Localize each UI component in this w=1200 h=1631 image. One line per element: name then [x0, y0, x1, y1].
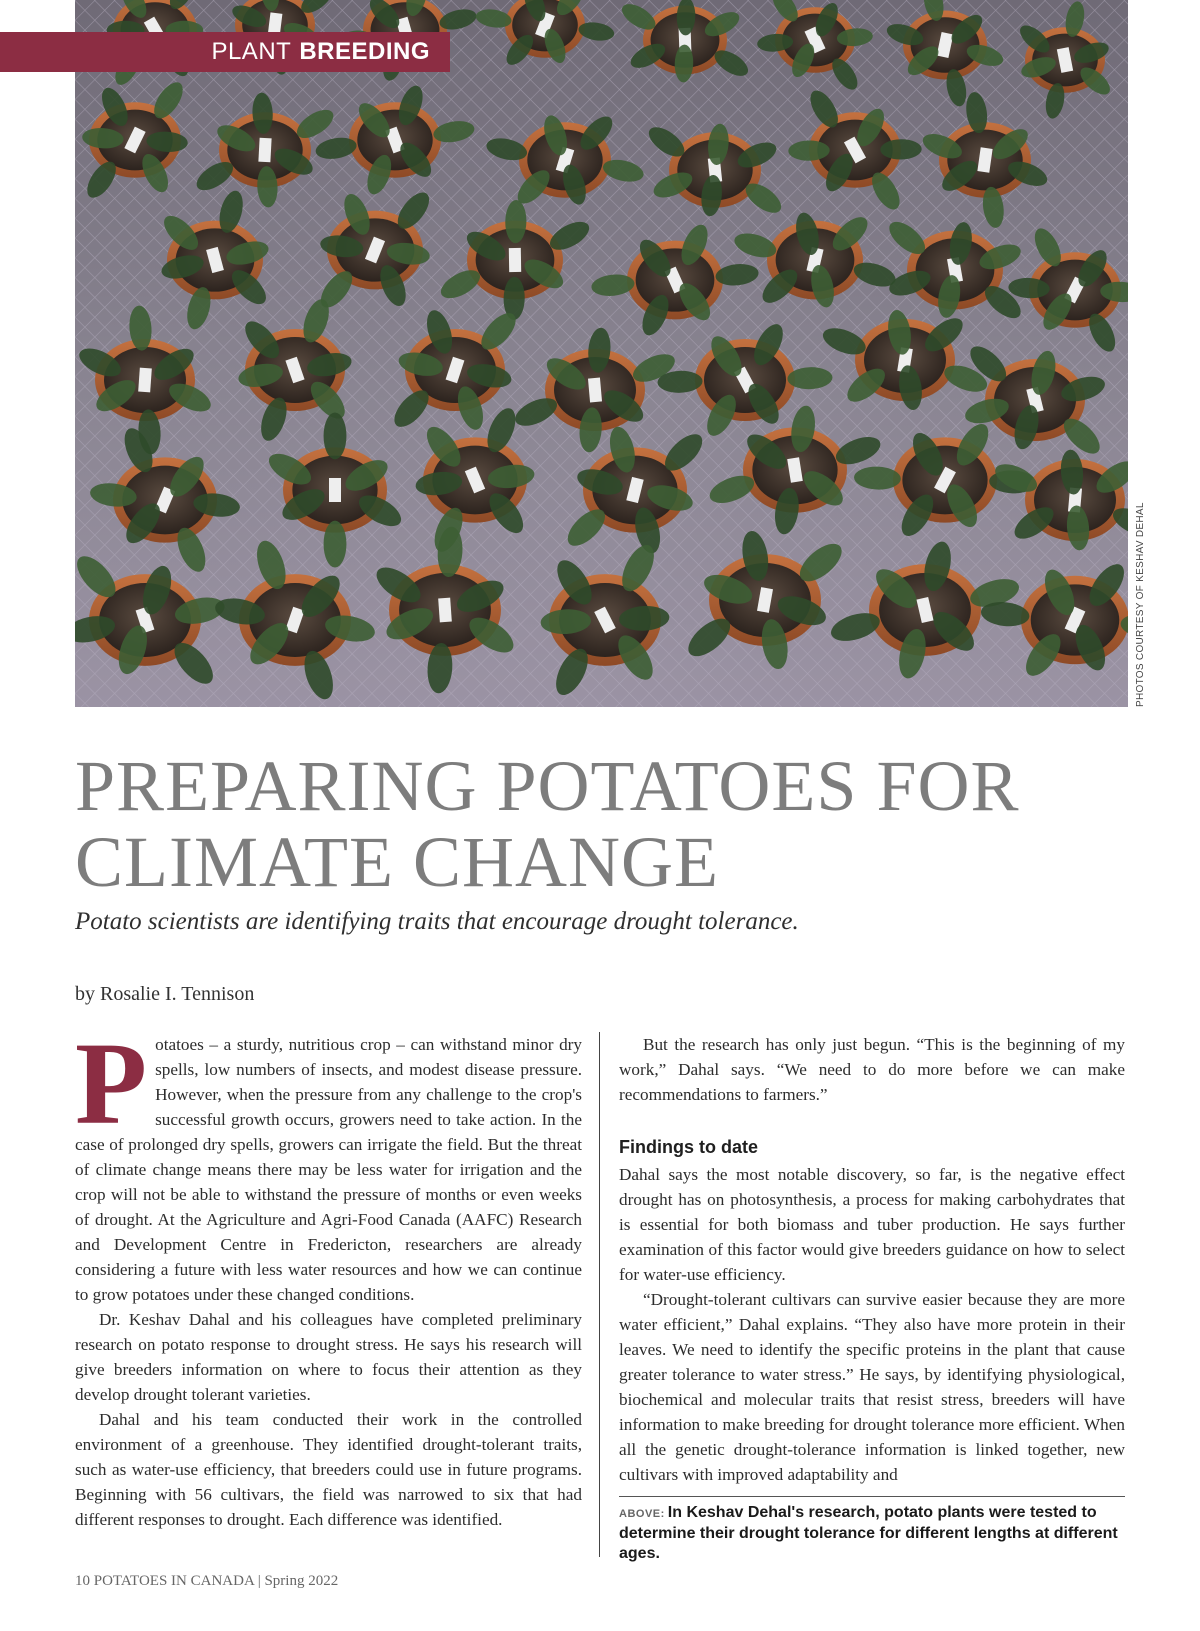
title-line-1: PREPARING POTATOES FOR: [75, 746, 1020, 826]
subheading: Findings to date: [619, 1137, 758, 1157]
caption-text: In Keshav Dehal's research, potato plants were tested to determine their drought tolerance for different lengths at different ages.: [619, 1504, 1118, 1562]
title-line-2: CLIMATE CHANGE: [75, 822, 719, 902]
body-paragraph: [75, 1018, 582, 1307]
right-column: [619, 1032, 1125, 1487]
article-title: [75, 748, 1135, 900]
section-tag: [0, 32, 450, 72]
column-divider: [599, 1032, 600, 1557]
page-footer: 10 POTATOES IN CANADA | Spring 2022: [75, 1573, 339, 1589]
section-tag-light: PLANT: [211, 38, 292, 65]
left-column: [75, 1018, 582, 1532]
plant-leaf: [324, 521, 347, 568]
greenhouse-photo: [75, 0, 1128, 707]
photo-caption: [619, 1503, 1125, 1564]
photo-credit: PHOTOS COURTESY OF KESHAV DEHAL: [1135, 502, 1146, 707]
article-dek: Potato scientists are identifying traits that encourage drought tolerance.: [75, 908, 799, 935]
section-tag-bold: BREEDING: [299, 38, 430, 65]
byline: by Rosalie I. Tennison: [75, 983, 255, 1005]
body-paragraph: Dr. Keshav Dahal and his colleagues have completed preliminary research on potato response to drought stress. He says his research will give breeders information on where to focus their attention as they develop drought tolerant varieties.: [75, 1310, 582, 1404]
plant-label: [588, 378, 602, 403]
plant-label: [258, 138, 271, 163]
plant-label: [329, 478, 341, 502]
caption-rule: [619, 1496, 1125, 1497]
caption-lead: ABOVE:: [619, 1508, 665, 1520]
plant-label: [438, 598, 452, 623]
body-paragraph: Dahal says the most notable discovery, so far, is the negative effect drought has on photosynthesis, a process for making carbohydrates that is essential for both biomass and tuber production. He says further examination of this factor would give breeders guidance on how to select for water-use efficiency.: [619, 1165, 1125, 1284]
drop-cap: P: [75, 1018, 148, 1149]
body-paragraph: But the research has only just begun. “This is the beginning of my work,” Dahal says. “We need to do more before we can make recommendations to farmers.”: [619, 1035, 1125, 1104]
plant-label: [138, 368, 152, 393]
body-paragraph: “Drought-tolerant cultivars can survive easier because they are more water efficient,” Dahal explains. “They also have more protein in their leaves. We need to identify the specific proteins in the plant that cause greater tolerance to water stress.” He says, by identifying physiological, biochemical and molecular traits that resist stress, breeders will have information to make breeding for drought tolerance more efficient. When all the genetic drought-tolerance information is linked together, new cultivars with improved adaptability and: [619, 1290, 1125, 1484]
plant-leaf: [324, 413, 347, 460]
paragraph-text: otatoes – a sturdy, nutritious crop – can withstand minor dry spells, low numbers of insects, and modest disease pressure. However, when the pressure from any challenge to the crop's successful growth occurs, growers need to take action. In the case of prolonged dry spells, growers can irrigate the field. But the threat of climate change means there may be less water for irrigation and the crop will not be able to withstand the pressure of months or even weeks of drought. At the Agriculture and Agri-Food Canada (AAFC) Research and Development Centre in Fredericton, researchers are already considering a future with less water resources and how we can continue to grow potatoes under these changed conditions.: [75, 1035, 582, 1304]
body-paragraph: Dahal and his team conducted their work in the controlled environment of a greenhouse. They identified drought-tolerant traits, such as water-use efficiency, that breeders could use in future programs. Beginning with 56 cultivars, the field was narrowed to six that had different responses to drought. Each difference was identified.: [75, 1410, 582, 1529]
plant-label: [509, 248, 521, 272]
